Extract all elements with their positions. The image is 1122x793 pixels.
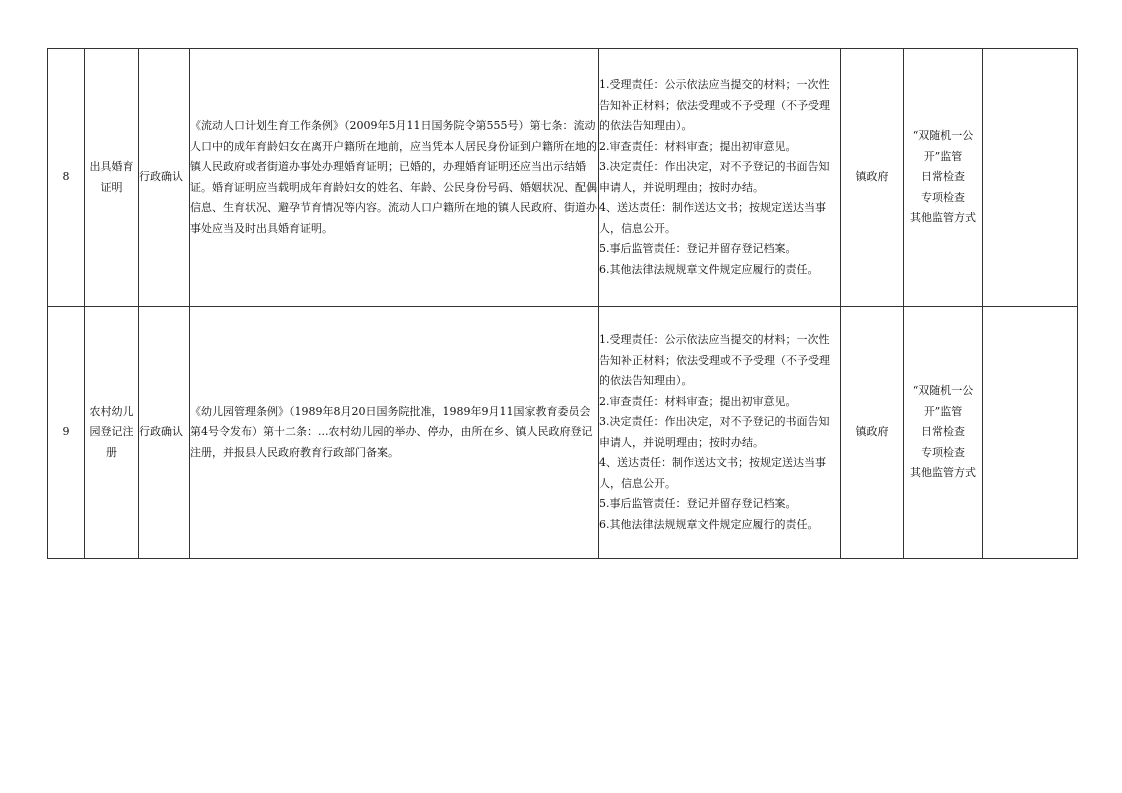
supervision-item: 其他监管方式 xyxy=(910,211,976,225)
responsibility-item: 1.受理责任：公示依法应当提交的材料；一次性告知补正材料；依法受理或不予受理（不予受理的依法告知理由）。 xyxy=(599,333,830,387)
responsibility-item: 4、送达责任：制作送达文书；按规定送达当事人，信息公开。 xyxy=(599,201,826,235)
supervision-item: 其他监管方式 xyxy=(910,466,976,480)
item-type: 行政确认 xyxy=(139,307,190,559)
remark-cell xyxy=(983,307,1078,559)
supervision-item: “双随机一公开”监管 xyxy=(912,384,974,418)
responsibility-item: 6.其他法律法规规章文件规定应履行的责任。 xyxy=(599,262,819,276)
row-number: 9 xyxy=(48,307,85,559)
table-row xyxy=(48,49,1078,307)
supervision-item: 日常检查 xyxy=(921,170,965,184)
responsibility-item: 6.其他法律法规规章文件规定应履行的责任。 xyxy=(599,517,819,531)
responsibility-list xyxy=(599,49,841,307)
supervision-item: 专项检查 xyxy=(921,445,965,459)
supervision-item: “双随机一公开”监管 xyxy=(912,129,974,163)
item-name: 农村幼儿园登记注册 xyxy=(85,307,139,559)
responsibility-item: 1.受理责任：公示依法应当提交的材料；一次性告知补正材料；依法受理或不予受理（不予受理的依法告知理由）。 xyxy=(599,78,830,132)
responsible-department: 镇政府 xyxy=(841,49,904,307)
row-number: 8 xyxy=(48,49,85,307)
remark-cell xyxy=(983,49,1078,307)
supervision-methods xyxy=(904,49,983,307)
legal-basis: 《流动人口计划生育工作条例》（2009年5月11日国务院令第555号）第七条：流动人口中的成年育龄妇女在离开户籍所在地前，应当凭本人居民身份证到户籍所在地的镇人民政府或者街道办事处办理婚育证明；已婚的，办理婚育证明还应当出示结婚证。婚育证明应当载明成年育龄妇女的姓名、年龄、公民身份号码、婚姻状况、配偶信息、生育状况、避孕节育情况等内容。流动人口户籍所在地的镇人民政府、街道办事处应当及时出具婚育证明。 xyxy=(190,49,599,307)
responsibility-item: 2.审查责任：材料审查；提出初审意见。 xyxy=(599,394,797,408)
table-row xyxy=(48,307,1078,559)
supervision-methods xyxy=(904,307,983,559)
responsibility-list xyxy=(599,307,841,559)
responsibility-item: 3.决定责任：作出决定，对不予登记的书面告知申请人，并说明理由；按时办结。 xyxy=(599,415,830,449)
responsible-department: 镇政府 xyxy=(841,307,904,559)
responsibility-item: 5.事后监管责任：登记并留存登记档案。 xyxy=(599,497,797,510)
responsibility-item: 3.决定责任：作出决定，对不予登记的书面告知申请人，并说明理由；按时办结。 xyxy=(599,160,830,194)
supervision-item: 日常检查 xyxy=(921,425,965,439)
item-name: 出具婚育证明 xyxy=(85,49,139,307)
legal-basis: 《幼儿园管理条例》（1989年8月20日国务院批准，1989年9月11国家教育委员会第4号令发布）第十二条：...农村幼儿园的举办、停办，由所在乡、镇人民政府登记注册，并报县人民政府教育行政部门备案。 xyxy=(190,307,599,559)
responsibility-item: 2.审查责任：材料审查；提出初审意见。 xyxy=(599,139,797,153)
supervision-item: 专项检查 xyxy=(921,190,965,204)
power-list-table xyxy=(47,48,1078,559)
responsibility-item: 4、送达责任：制作送达文书；按规定送达当事人，信息公开。 xyxy=(599,456,826,490)
item-type: 行政确认 xyxy=(139,49,190,307)
responsibility-item: 5.事后监管责任：登记并留存登记档案。 xyxy=(599,242,797,255)
